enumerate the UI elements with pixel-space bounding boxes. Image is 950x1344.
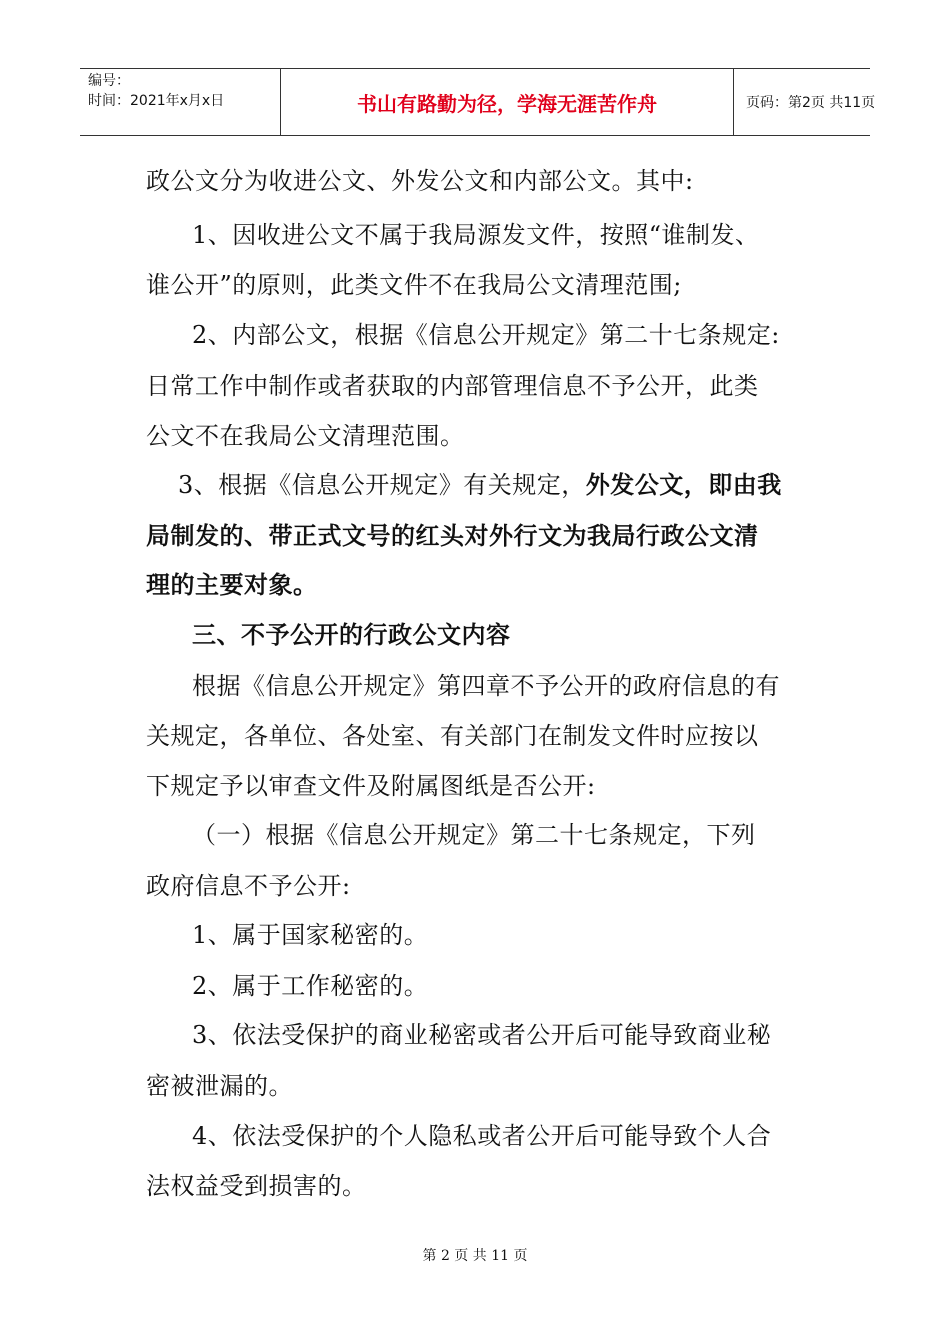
body-line: 4、依法受保护的个人隐私或者公开后可能导致个人合 bbox=[192, 1122, 772, 1150]
body-line: 法权益受到损害的。 bbox=[146, 1172, 367, 1200]
body-line: 政府信息不予公开: bbox=[146, 872, 351, 900]
body-text-regular: 3、根据《信息公开规定》有关规定， bbox=[178, 471, 586, 499]
page-header bbox=[80, 68, 876, 136]
body-line: 1、属于国家秘密的。 bbox=[192, 921, 429, 949]
body-line: 政公文分为收进公文、外发公文和内部公文。其中: bbox=[146, 167, 694, 195]
body-line: 2、属于工作秘密的。 bbox=[192, 972, 429, 1000]
body-line: 1、因收进公文不属于我局源发文件，按照“谁制发、 bbox=[192, 221, 760, 249]
body-line-bold: 理的主要对象。 bbox=[146, 570, 318, 599]
body-line-bold: 局制发的、带正式文号的红头对外行文为我局行政公文清 bbox=[146, 521, 759, 550]
body-line: 关规定，各单位、各处室、有关部门在制发文件时应按以 bbox=[146, 722, 759, 750]
header-page-info: 页码：第2页 共11页 bbox=[746, 95, 876, 111]
body-line: （一）根据《信息公开规定》第二十七条规定，下列 bbox=[192, 821, 756, 849]
body-line: 密被泄漏的。 bbox=[146, 1072, 293, 1100]
body-line-mixed bbox=[178, 470, 782, 500]
document-date: 时间：2021年x月x日 bbox=[88, 93, 225, 109]
body-line: 下规定予以审查文件及附属图纸是否公开: bbox=[146, 772, 596, 800]
body-line: 日常工作中制作或者获取的内部管理信息不予公开，此类 bbox=[146, 372, 759, 400]
section-heading: 三、不予公开的行政公文内容 bbox=[192, 620, 511, 649]
page-footer: 第 2 页 共 11 页 bbox=[422, 1248, 528, 1264]
header-meta bbox=[80, 69, 280, 135]
header-motto: 书山有路勤为径，学海无涯苦作舟 bbox=[280, 69, 734, 135]
body-line: 公文不在我局公文清理范围。 bbox=[146, 422, 465, 450]
body-line: 根据《信息公开规定》第四章不予公开的政府信息的有 bbox=[192, 672, 780, 700]
body-line: 3、依法受保护的商业秘密或者公开后可能导致商业秘 bbox=[192, 1021, 772, 1049]
body-line: 谁公开”的原则，此类文件不在我局公文清理范围; bbox=[146, 271, 682, 299]
body-text-bold: 外发公文，即由我 bbox=[585, 470, 782, 499]
body-line: 2、内部公文，根据《信息公开规定》第二十七条规定: bbox=[192, 321, 780, 349]
document-number-label: 编号： bbox=[88, 73, 130, 89]
